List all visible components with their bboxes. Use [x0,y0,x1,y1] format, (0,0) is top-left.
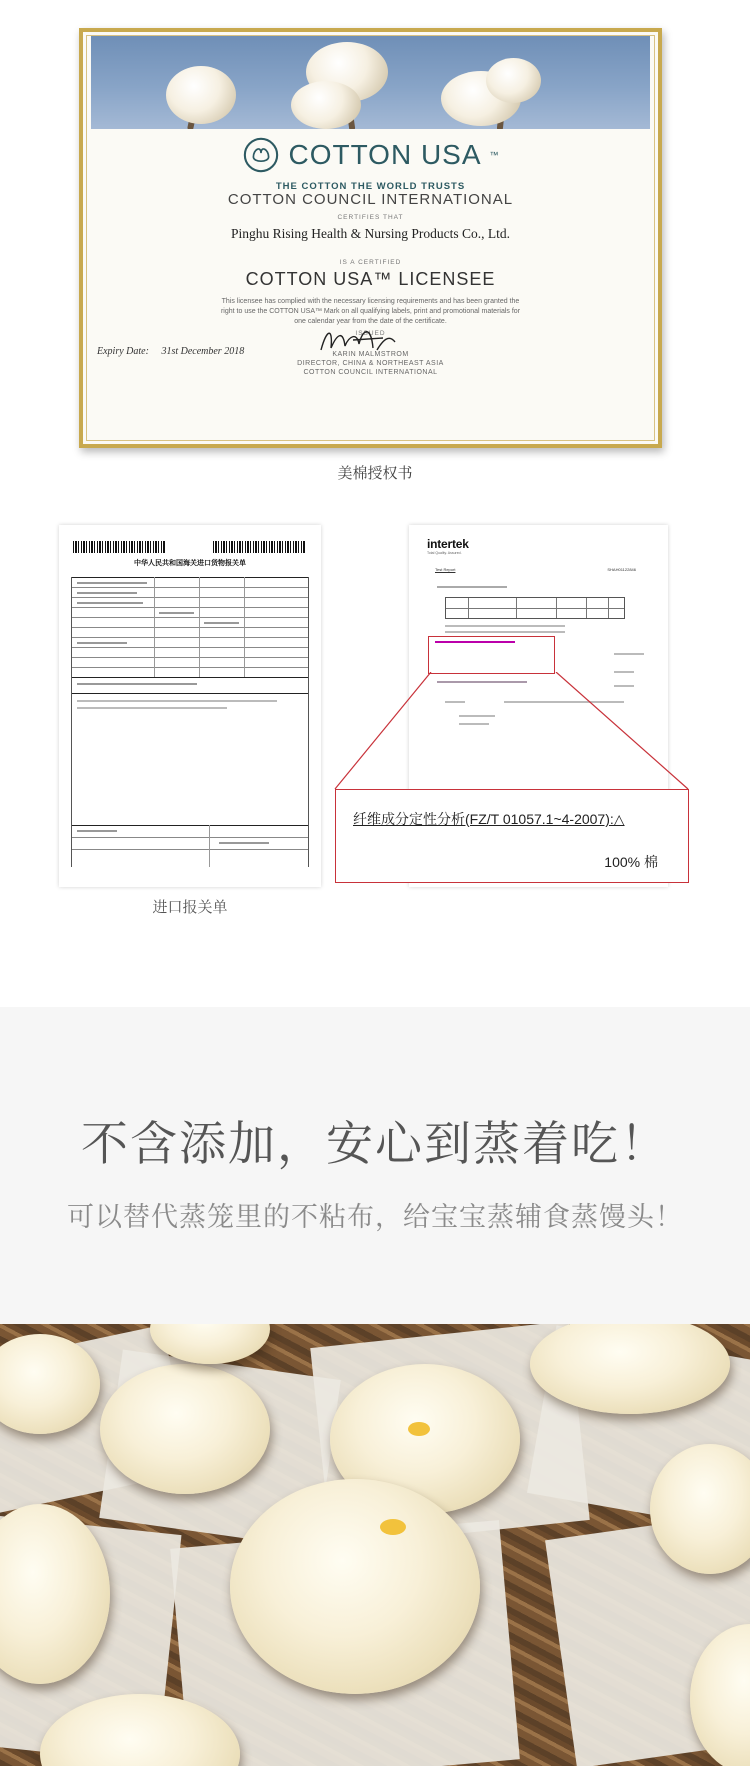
customs-caption: 进口报关单 [152,899,228,916]
company-name: Pinghu Rising Health & Nursing Products Co., Ltd. [230,226,510,241]
cotton-usa-logo: COTTON USA ™ THE COTTON THE WORLD TRUSTS [79,136,662,192]
subheadline: 可以替代蒸笼里的不粘布，给宝宝蒸辅食蒸馒头！ [67,1202,683,1232]
intertek-test-report: intertek Total Quality. Assured. Test Report SHAH01122846 [409,525,668,887]
fiber-composition-value: 100% 棉 [604,854,658,870]
certifies-that: CERTIFIES THAT [337,214,404,221]
issued-label: ISSUED [355,330,386,337]
highlight-box [428,636,555,674]
headline: 不含添加，安心到蒸着吃！ [81,1117,669,1170]
zoom-connector [334,672,689,792]
test-report-label: Test Report [435,567,456,572]
licensee-title: COTTON USA™ LICENSEE [245,269,496,289]
results-table [445,597,625,619]
cotton-usa-certificate [79,28,662,448]
customs-declaration-doc [59,525,321,887]
signer-block: KARIN MALMSTROM DIRECTOR, CHINA & NORTHEAST ASIA COTTON COUNCIL INTERNATIONAL [297,351,444,376]
certificate-caption: 美棉授权书 [337,465,413,482]
cotton-boll-banner [91,36,650,129]
promo-text-section [0,1007,750,1324]
customs-doc-title: 中华人民共和国海关进口货物报关单 [134,560,246,567]
intertek-logo: intertek [427,537,469,551]
brand-tagline: THE COTTON THE WORLD TRUSTS [275,181,466,192]
is-a-certified: IS A CERTIFIED [339,259,402,266]
brand-name: COTTON USA [288,139,482,170]
fiber-analysis-title: 纤维成分定性分析(FZ/T 01057.1~4-2007):△ [353,811,625,827]
certificate-body: This licensee has complied with the necessary licensing requirements and has been granted the right to use the COTTON USA™ Mark on all qualifying labels, print and promotional materials for one calendar year from the date of the certificate. [220,298,521,325]
expiry-date: Expiry Date: 31st December 2018 [97,346,245,357]
council-name: COTTON COUNCIL INTERNATIONAL [227,191,514,208]
steamed-buns-photo [0,1324,750,1766]
barcode-right [213,541,305,553]
zoomed-result-callout [335,789,689,883]
report-number: SHAH01122846 [607,567,636,572]
cotton-boll-icon [242,136,280,174]
barcode-left [73,541,165,553]
